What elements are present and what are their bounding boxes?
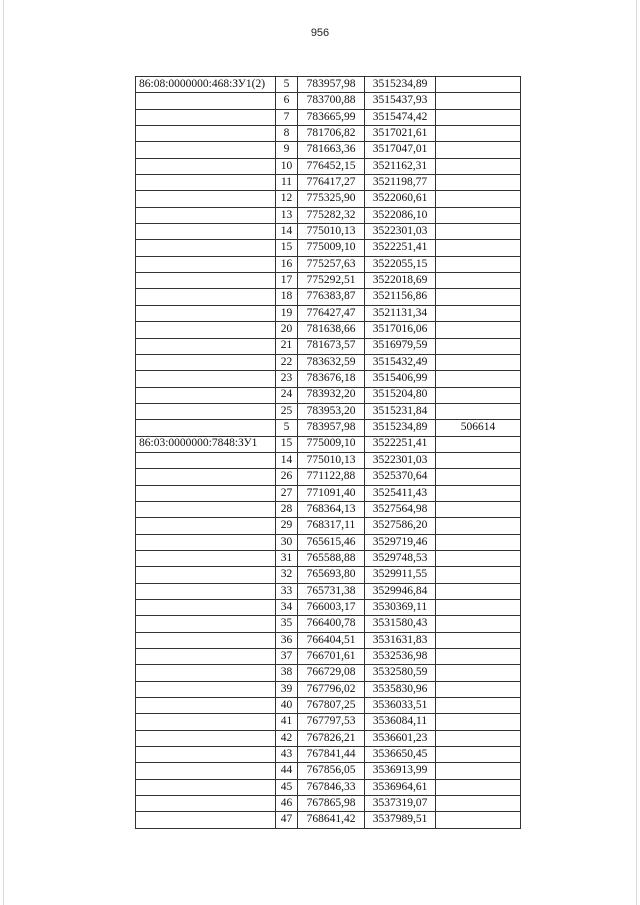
area-cell [436, 632, 521, 648]
table-row [136, 305, 521, 321]
area-cell [436, 665, 521, 681]
y-coordinate-cell: 3536650,45 [365, 747, 436, 763]
area-cell [436, 763, 521, 779]
area-cell [436, 158, 521, 174]
point-number-cell: 20 [276, 322, 298, 338]
table-row [136, 338, 521, 354]
y-coordinate-cell: 3525370,64 [365, 469, 436, 485]
table-row [136, 77, 521, 93]
table-row [136, 550, 521, 566]
x-coordinate-cell: 775325,90 [298, 191, 365, 207]
parcel-id-cell [136, 534, 276, 550]
point-number-cell: 45 [276, 779, 298, 795]
point-number-cell: 36 [276, 632, 298, 648]
y-coordinate-cell: 3532536,98 [365, 649, 436, 665]
parcel-id-cell [136, 518, 276, 534]
y-coordinate-cell: 3536601,23 [365, 730, 436, 746]
point-number-cell: 22 [276, 354, 298, 370]
x-coordinate-cell: 775282,32 [298, 207, 365, 223]
area-cell [436, 371, 521, 387]
area-cell [436, 93, 521, 109]
area-cell [436, 175, 521, 191]
y-coordinate-cell: 3531631,83 [365, 632, 436, 648]
parcel-id-cell [136, 632, 276, 648]
table-row [136, 240, 521, 256]
x-coordinate-cell: 767841,44 [298, 747, 365, 763]
parcel-id-cell [136, 452, 276, 468]
point-number-cell: 28 [276, 501, 298, 517]
table-row [136, 93, 521, 109]
parcel-id-cell [136, 763, 276, 779]
area-cell [436, 583, 521, 599]
parcel-id-cell [136, 583, 276, 599]
table-row [136, 126, 521, 142]
x-coordinate-cell: 776452,15 [298, 158, 365, 174]
parcel-id-cell [136, 501, 276, 517]
x-coordinate-cell: 767826,21 [298, 730, 365, 746]
y-coordinate-cell: 3522086,10 [365, 207, 436, 223]
x-coordinate-cell: 783700,88 [298, 93, 365, 109]
x-coordinate-cell: 775010,13 [298, 452, 365, 468]
table-row [136, 403, 521, 419]
parcel-id-cell [136, 240, 276, 256]
y-coordinate-cell: 3522251,41 [365, 240, 436, 256]
table-row [136, 649, 521, 665]
table-row [136, 191, 521, 207]
parcel-id-cell [136, 796, 276, 812]
y-coordinate-cell: 3529946,84 [365, 583, 436, 599]
table-row [136, 698, 521, 714]
parcel-id-cell [136, 207, 276, 223]
parcel-id-cell [136, 142, 276, 158]
x-coordinate-cell: 765693,80 [298, 567, 365, 583]
point-number-cell: 9 [276, 142, 298, 158]
point-number-cell: 40 [276, 698, 298, 714]
y-coordinate-cell: 3522301,03 [365, 224, 436, 240]
point-number-cell: 14 [276, 452, 298, 468]
table-row [136, 387, 521, 403]
x-coordinate-cell: 771122,88 [298, 469, 365, 485]
table-row [136, 779, 521, 795]
point-number-cell: 24 [276, 387, 298, 403]
point-number-cell: 44 [276, 763, 298, 779]
parcel-id-cell [136, 420, 276, 436]
x-coordinate-cell: 766400,78 [298, 616, 365, 632]
area-cell [436, 289, 521, 305]
point-number-cell: 6 [276, 93, 298, 109]
table-row [136, 665, 521, 681]
point-number-cell: 34 [276, 600, 298, 616]
point-number-cell: 37 [276, 649, 298, 665]
y-coordinate-cell: 3522251,41 [365, 436, 436, 452]
table-row [136, 256, 521, 272]
area-cell [436, 322, 521, 338]
table-row [136, 600, 521, 616]
x-coordinate-cell: 767846,33 [298, 779, 365, 795]
x-coordinate-cell: 767797,53 [298, 714, 365, 730]
x-coordinate-cell: 771091,40 [298, 485, 365, 501]
page-number: 956 [310, 27, 330, 39]
y-coordinate-cell: 3536964,61 [365, 779, 436, 795]
y-coordinate-cell: 3522055,15 [365, 256, 436, 272]
parcel-id-cell [136, 354, 276, 370]
x-coordinate-cell: 766729,08 [298, 665, 365, 681]
point-number-cell: 35 [276, 616, 298, 632]
area-cell [436, 698, 521, 714]
point-number-cell: 30 [276, 534, 298, 550]
y-coordinate-cell: 3521198,77 [365, 175, 436, 191]
y-coordinate-cell: 3536913,99 [365, 763, 436, 779]
point-number-cell: 32 [276, 567, 298, 583]
area-cell [436, 534, 521, 550]
point-number-cell: 8 [276, 126, 298, 142]
area-cell [436, 600, 521, 616]
point-number-cell: 33 [276, 583, 298, 599]
parcel-id-cell [136, 714, 276, 730]
table-row [136, 534, 521, 550]
x-coordinate-cell: 776427,47 [298, 305, 365, 321]
y-coordinate-cell: 3521162,31 [365, 158, 436, 174]
table-row [136, 714, 521, 730]
point-number-cell: 42 [276, 730, 298, 746]
table-row [136, 518, 521, 534]
y-coordinate-cell: 3535830,96 [365, 681, 436, 697]
parcel-id-cell [136, 403, 276, 419]
area-cell [436, 191, 521, 207]
parcel-id-cell [136, 224, 276, 240]
area-cell [436, 305, 521, 321]
y-coordinate-cell: 3532580,59 [365, 665, 436, 681]
area-cell [436, 730, 521, 746]
y-coordinate-cell: 3516979,59 [365, 338, 436, 354]
x-coordinate-cell: 783932,20 [298, 387, 365, 403]
point-number-cell: 10 [276, 158, 298, 174]
point-number-cell: 38 [276, 665, 298, 681]
table-row [136, 501, 521, 517]
y-coordinate-cell: 3517021,61 [365, 126, 436, 142]
y-coordinate-cell: 3521156,86 [365, 289, 436, 305]
table-row [136, 436, 521, 452]
y-coordinate-cell: 3517047,01 [365, 142, 436, 158]
parcel-id-cell [136, 485, 276, 501]
x-coordinate-cell: 768641,42 [298, 812, 365, 828]
table-row [136, 371, 521, 387]
table-row [136, 747, 521, 763]
area-cell [436, 567, 521, 583]
table-row [136, 583, 521, 599]
area-cell [436, 616, 521, 632]
x-coordinate-cell: 781673,57 [298, 338, 365, 354]
x-coordinate-cell: 768317,11 [298, 518, 365, 534]
area-cell [436, 501, 521, 517]
point-number-cell: 39 [276, 681, 298, 697]
y-coordinate-cell: 3529911,55 [365, 567, 436, 583]
x-coordinate-cell: 767865,98 [298, 796, 365, 812]
x-coordinate-cell: 775010,13 [298, 224, 365, 240]
area-cell [436, 109, 521, 125]
x-coordinate-cell: 776383,87 [298, 289, 365, 305]
x-coordinate-cell: 783957,98 [298, 77, 365, 93]
area-cell [436, 126, 521, 142]
parcel-id-cell [136, 109, 276, 125]
point-number-cell: 18 [276, 289, 298, 305]
parcel-id-cell [136, 616, 276, 632]
parcel-id-cell [136, 730, 276, 746]
y-coordinate-cell: 3527564,98 [365, 501, 436, 517]
parcel-id-cell [136, 191, 276, 207]
x-coordinate-cell: 781706,82 [298, 126, 365, 142]
point-number-cell: 25 [276, 403, 298, 419]
x-coordinate-cell: 775009,10 [298, 240, 365, 256]
parcel-id-cell [136, 175, 276, 191]
y-coordinate-cell: 3537319,07 [365, 796, 436, 812]
table-row [136, 224, 521, 240]
x-coordinate-cell: 766701,61 [298, 649, 365, 665]
point-number-cell: 27 [276, 485, 298, 501]
y-coordinate-cell: 3521131,34 [365, 305, 436, 321]
area-cell [436, 796, 521, 812]
point-number-cell: 5 [276, 77, 298, 93]
parcel-id-cell [136, 273, 276, 289]
x-coordinate-cell: 783957,98 [298, 420, 365, 436]
x-coordinate-cell: 783953,20 [298, 403, 365, 419]
y-coordinate-cell: 3536084,11 [365, 714, 436, 730]
coordinates-table [135, 76, 521, 829]
parcel-id-cell [136, 158, 276, 174]
point-number-cell: 12 [276, 191, 298, 207]
table-row [136, 616, 521, 632]
parcel-id-cell [136, 305, 276, 321]
x-coordinate-cell: 767796,02 [298, 681, 365, 697]
x-coordinate-cell: 775292,51 [298, 273, 365, 289]
parcel-id-cell [136, 681, 276, 697]
y-coordinate-cell: 3522018,69 [365, 273, 436, 289]
page-edge-right [636, 0, 637, 905]
point-number-cell: 5 [276, 420, 298, 436]
y-coordinate-cell: 3530369,11 [365, 600, 436, 616]
parcel-id-cell: 86:03:0000000:7848:ЗУ1 [136, 436, 276, 452]
point-number-cell: 26 [276, 469, 298, 485]
point-number-cell: 13 [276, 207, 298, 223]
point-number-cell: 31 [276, 550, 298, 566]
table-row [136, 567, 521, 583]
parcel-id-cell [136, 812, 276, 828]
table-row [136, 763, 521, 779]
area-cell [436, 387, 521, 403]
y-coordinate-cell: 3515234,89 [365, 77, 436, 93]
table-row [136, 175, 521, 191]
x-coordinate-cell: 766003,17 [298, 600, 365, 616]
table-row [136, 469, 521, 485]
point-number-cell: 17 [276, 273, 298, 289]
area-cell [436, 550, 521, 566]
y-coordinate-cell: 3522301,03 [365, 452, 436, 468]
area-cell [436, 485, 521, 501]
table-row [136, 632, 521, 648]
table-row [136, 485, 521, 501]
table-row [136, 142, 521, 158]
point-number-cell: 43 [276, 747, 298, 763]
point-number-cell: 46 [276, 796, 298, 812]
table-row [136, 322, 521, 338]
point-number-cell: 11 [276, 175, 298, 191]
parcel-id-cell [136, 126, 276, 142]
parcel-id-cell [136, 387, 276, 403]
y-coordinate-cell: 3515204,80 [365, 387, 436, 403]
parcel-id-cell [136, 779, 276, 795]
point-number-cell: 16 [276, 256, 298, 272]
area-cell [436, 518, 521, 534]
parcel-id-cell [136, 93, 276, 109]
y-coordinate-cell: 3531580,43 [365, 616, 436, 632]
point-number-cell: 21 [276, 338, 298, 354]
parcel-id-cell [136, 322, 276, 338]
parcel-id-cell [136, 567, 276, 583]
area-cell [436, 812, 521, 828]
parcel-id-cell [136, 649, 276, 665]
table-row [136, 796, 521, 812]
point-number-cell: 19 [276, 305, 298, 321]
y-coordinate-cell: 3522060,61 [365, 191, 436, 207]
area-cell [436, 681, 521, 697]
y-coordinate-cell: 3515432,49 [365, 354, 436, 370]
table-row [136, 452, 521, 468]
x-coordinate-cell: 765588,88 [298, 550, 365, 566]
y-coordinate-cell: 3515234,89 [365, 420, 436, 436]
area-cell [436, 649, 521, 665]
y-coordinate-cell: 3529719,46 [365, 534, 436, 550]
point-number-cell: 15 [276, 436, 298, 452]
area-cell: 506614 [436, 420, 521, 436]
parcel-id-cell [136, 747, 276, 763]
x-coordinate-cell: 781663,36 [298, 142, 365, 158]
parcel-id-cell [136, 665, 276, 681]
parcel-id-cell: 86:08:0000000:468:ЗУ1(2) [136, 77, 276, 93]
parcel-id-cell [136, 698, 276, 714]
y-coordinate-cell: 3515231,84 [365, 403, 436, 419]
x-coordinate-cell: 767807,25 [298, 698, 365, 714]
page-edge-left [3, 0, 4, 905]
parcel-id-cell [136, 338, 276, 354]
parcel-id-cell [136, 600, 276, 616]
table-row [136, 812, 521, 828]
area-cell [436, 403, 521, 419]
x-coordinate-cell: 775009,10 [298, 436, 365, 452]
area-cell [436, 469, 521, 485]
parcel-id-cell [136, 256, 276, 272]
area-cell [436, 77, 521, 93]
parcel-id-cell [136, 550, 276, 566]
area-cell [436, 452, 521, 468]
area-cell [436, 256, 521, 272]
area-cell [436, 273, 521, 289]
table-row [136, 420, 521, 436]
area-cell [436, 714, 521, 730]
x-coordinate-cell: 783676,18 [298, 371, 365, 387]
area-cell [436, 207, 521, 223]
y-coordinate-cell: 3529748,53 [365, 550, 436, 566]
x-coordinate-cell: 783665,99 [298, 109, 365, 125]
area-cell [436, 354, 521, 370]
area-cell [436, 747, 521, 763]
area-cell [436, 338, 521, 354]
x-coordinate-cell: 776417,27 [298, 175, 365, 191]
y-coordinate-cell: 3537989,51 [365, 812, 436, 828]
x-coordinate-cell: 783632,59 [298, 354, 365, 370]
area-cell [436, 142, 521, 158]
area-cell [436, 240, 521, 256]
area-cell [436, 779, 521, 795]
table-row [136, 681, 521, 697]
y-coordinate-cell: 3525411,43 [365, 485, 436, 501]
point-number-cell: 29 [276, 518, 298, 534]
parcel-id-cell [136, 371, 276, 387]
x-coordinate-cell: 766404,51 [298, 632, 365, 648]
table-row [136, 109, 521, 125]
x-coordinate-cell: 765731,38 [298, 583, 365, 599]
point-number-cell: 23 [276, 371, 298, 387]
table-row [136, 273, 521, 289]
table-row [136, 354, 521, 370]
point-number-cell: 14 [276, 224, 298, 240]
y-coordinate-cell: 3515406,99 [365, 371, 436, 387]
y-coordinate-cell: 3515437,93 [365, 93, 436, 109]
y-coordinate-cell: 3527586,20 [365, 518, 436, 534]
parcel-id-cell [136, 289, 276, 305]
table-row [136, 207, 521, 223]
table-row [136, 289, 521, 305]
point-number-cell: 7 [276, 109, 298, 125]
point-number-cell: 15 [276, 240, 298, 256]
y-coordinate-cell: 3536033,51 [365, 698, 436, 714]
parcel-id-cell [136, 469, 276, 485]
x-coordinate-cell: 768364,13 [298, 501, 365, 517]
x-coordinate-cell: 767856,05 [298, 763, 365, 779]
x-coordinate-cell: 765615,46 [298, 534, 365, 550]
y-coordinate-cell: 3517016,06 [365, 322, 436, 338]
area-cell [436, 224, 521, 240]
coordinates-table-body [136, 77, 521, 829]
table-row [136, 730, 521, 746]
table-row [136, 158, 521, 174]
point-number-cell: 47 [276, 812, 298, 828]
area-cell [436, 436, 521, 452]
point-number-cell: 41 [276, 714, 298, 730]
x-coordinate-cell: 775257,63 [298, 256, 365, 272]
x-coordinate-cell: 781638,66 [298, 322, 365, 338]
y-coordinate-cell: 3515474,42 [365, 109, 436, 125]
